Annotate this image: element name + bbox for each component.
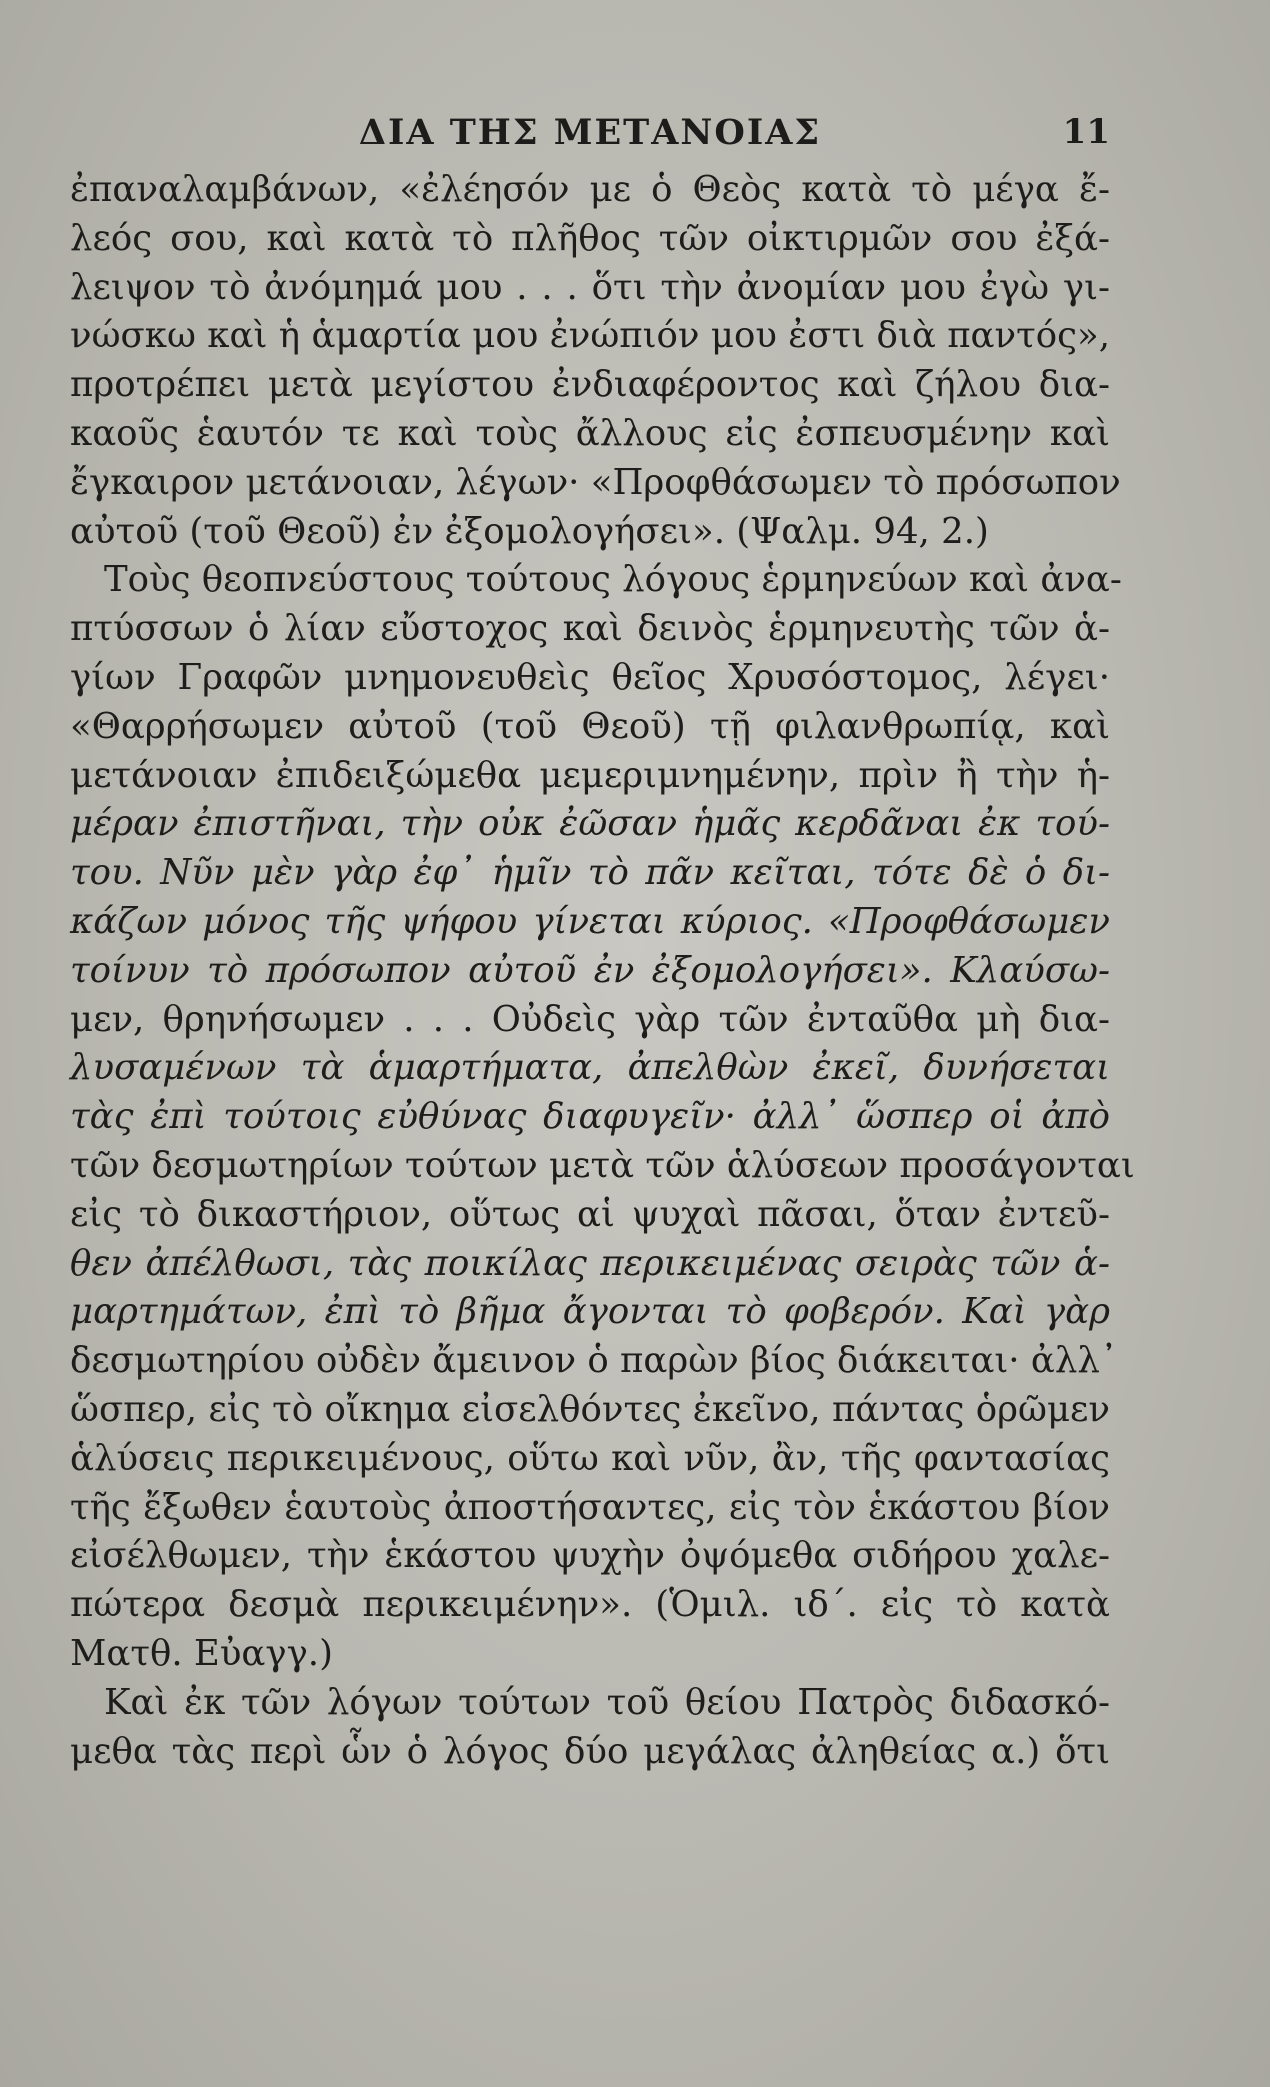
text-line: πώτερα δεσμὰ περικειμένην». (Ὁμιλ. ιδ΄. εἰς τὸ κατὰ <box>70 1584 1110 1626</box>
text-line: κάζων μόνος τῆς ψήφου γίνεται κύριος. «Προφθάσωμεν <box>70 900 1110 942</box>
text-line: εἰσέλθωμεν, τὴν ἑκάστου ψυχὴν ὀψόμεθα σιδήρου χαλε- <box>70 1535 1110 1577</box>
text-line: μεν, θρηνήσωμεν . . . Οὐδεὶς γὰρ τῶν ἐνταῦθα μὴ δια- <box>70 998 1110 1040</box>
text-line: αὐτοῦ (τοῦ Θεοῦ) ἐν ἐξομολογήσει». (Ψαλμ. 94, 2.) <box>70 510 989 552</box>
text-line: Καὶ ἐκ τῶν λόγων τούτων τοῦ θείου Πατρὸς διδασκό- <box>104 1681 1110 1723</box>
text-line: τοίνυν τὸ πρόσωπον αὐτοῦ ἐν ἐξομολογήσει». Κλαύσω- <box>70 949 1110 991</box>
text-line: ἁλύσεις περικειμένους, οὕτω καὶ νῦν, ἂν, τῆς φαντασίας <box>70 1437 1110 1479</box>
text-line: πτύσσων ὁ λίαν εὔστοχος καὶ δεινὸς ἑρμηνευτὴς τῶν ἁ- <box>70 608 1110 650</box>
text-line: μέραν ἐπιστῆναι, τὴν οὐκ ἐῶσαν ἡμᾶς κερδᾶναι ἐκ τού- <box>70 803 1110 845</box>
text-line: θεν ἀπέλθωσι, τὰς ποικίλας περικειμένας σειρὰς τῶν ἁ- <box>70 1242 1110 1284</box>
text-line: ἔγκαιρον μετάνοιαν, λέγων· «Προφθάσωμεν τὸ πρόσωπον <box>70 461 1121 503</box>
text-line: λεός σου, καὶ κατὰ τὸ πλῆθος τῶν οἰκτιρμῶν σου ἐξά- <box>70 217 1110 259</box>
text-line: ἐπαναλαμβάνων, «ἐλέησόν με ὁ Θεὸς κατὰ τὸ μέγα ἔ- <box>70 169 1110 210</box>
text-line: μαρτημάτων, ἐπὶ τὸ βῆμα ἄγονται τὸ φοβερόν. Καὶ γὰρ <box>70 1291 1110 1333</box>
text-line: καοῦς ἑαυτόν τε καὶ τοὺς ἄλλους εἰς ἐσπευσμένην καὶ <box>70 412 1110 454</box>
text-line: μεθα τὰς περὶ ὧν ὁ λόγος δύο μεγάλας ἀληθείας α.) ὅτι <box>70 1730 1110 1772</box>
text-line: του. Νῦν μὲν γὰρ ἐφ᾽ ἡμῖν τὸ πᾶν κεῖται, τότε δὲ ὁ δι- <box>70 852 1110 894</box>
text-line: προτρέπει μετὰ μεγίστου ἐνδιαφέροντος καὶ ζήλου δια- <box>70 364 1110 406</box>
body-text <box>70 166 1135 1776</box>
text-line: νώσκω καὶ ἡ ἁμαρτία μου ἐνώπιόν μου ἐστι διὰ παντός», <box>70 315 1110 357</box>
text-line: τῆς ἔξωθεν ἑαυτοὺς ἀποστήσαντες, εἰς τὸν ἑκάστου βίον <box>70 1486 1110 1528</box>
text-line: ὥσπερ, εἰς τὸ οἴκημα εἰσελθόντες ἐκεῖνο, πάντας ὁρῶμεν <box>70 1388 1110 1430</box>
page-header <box>70 112 1110 162</box>
text-line: τὰς ἐπὶ τούτοις εὐθύνας διαφυγεῖν· ἀλλ᾽ ὥσπερ οἱ ἀπὸ <box>70 1096 1110 1138</box>
text-line: λειψον τὸ ἀνόμημά μου . . . ὅτι τὴν ἀνομίαν μου ἐγὼ γι- <box>70 266 1110 308</box>
text-line: εἰς τὸ δικαστήριον, οὕτως αἱ ψυχαὶ πᾶσαι, ὅταν ἐντεῦ- <box>70 1193 1110 1235</box>
running-title: ΔΙΑ ΤΗΣ ΜΕΤΑΝΟΙΑΣ <box>358 112 822 153</box>
text-line: «Θαρρήσωμεν αὐτοῦ (τοῦ Θεοῦ) τῇ φιλανθρωπίᾳ, καὶ <box>70 705 1110 747</box>
text-line: γίων Γραφῶν μνημονευθεὶς θεῖος Χρυσόστομος, λέγει· <box>70 656 1110 698</box>
page-number: 11 <box>1062 112 1110 152</box>
text-line: Τοὺς θεοπνεύστους τούτους λόγους ἑρμηνεύων καὶ ἀνα- <box>104 559 1122 601</box>
text-line: Ματθ. Εὐαγγ.) <box>70 1632 333 1674</box>
text-line: λυσαμένων τὰ ἁμαρτήματα, ἀπελθὼν ἐκεῖ, δυνήσεται <box>70 1047 1110 1089</box>
text-line: δεσμωτηρίου οὐδὲν ἄμεινον ὁ παρὼν βίος διάκειται· ἀλλ᾽ <box>70 1340 1118 1382</box>
text-line: τῶν δεσμωτηρίων τούτων μετὰ τῶν ἁλύσεων προσάγονται <box>70 1144 1135 1186</box>
text-line: μετάνοιαν ἐπιδειξώμεθα μεμεριμνημένην, πρὶν ἢ τὴν ἡ- <box>70 754 1110 796</box>
